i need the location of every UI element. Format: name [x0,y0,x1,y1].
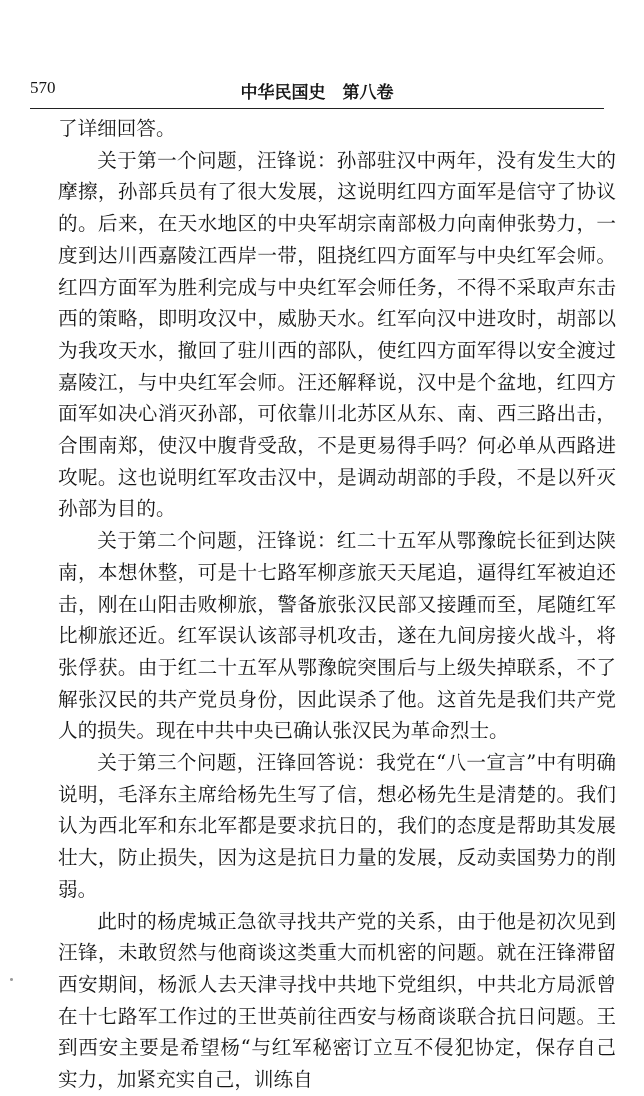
paragraph: 关于第三个问题，汪锋回答说：我党在“八一宣言”中有明确说明，毛泽东主席给杨先生写了信，想必杨先生是清楚的。我们认为西北军和东北军都是要求抗日的，我们的态度是帮助其发展壮大，防止损失，因为这是抗日力量的发展，反动卖国势力的削弱。 [58,751,616,901]
running-title: 中华民国史 第八卷 [240,83,394,103]
page-header [30,72,604,109]
paragraph: 关于第二个问题，汪锋说：红二十五军从鄂豫皖长征到达陕南，本想休整，可是十七路军柳彦旅天天尾追，逼得红军被迫还击，刚在山阳击败柳旅，警备旅张汉民部又接踵而至，尾随红军比柳旅还近。红军误认该部寻机攻击，遂在九间房接火战斗，将张俘获。由于红二十五军从鄂豫皖突围后与上级失掉联系，不了解张汉民的共产党员身份，因此误杀了他。这首先是我们共产党人的损失。现在中共中央已确认张汉民为革命烈士。 [58,529,616,743]
scan-speck [10,978,13,981]
body-text [58,113,616,1096]
page-number: 570 [30,78,56,97]
paragraph-continuation: 了详细回答。 [58,117,176,140]
paragraph: 此时的杨虎城正急欲寻找共产党的关系，由于他是初次见到汪锋，未敢贸然与他商谈这类重大而机密的问题。就在汪锋滞留西安期间，杨派人去天津寻找中共地下党组织，中共北方局派曾在十七路军工作过的王世英前往西安与杨商谈联合抗日问题。王到西安主要是希望杨“与红军秘密订立互不侵犯协定，保存自己实力，加紧充实自己，训练自 [58,909,616,1092]
paragraph: 关于第一个问题，汪锋说：孙部驻汉中两年，没有发生大的摩擦，孙部兵员有了很大发展，这说明红四方面军是信守了协议的。后来，在天水地区的中央军胡宗南部极力向南伸张势力，一度到达川西嘉陵江西岸一带，阻挠红四方面军与中央红军会师。红四方面军为胜利完成与中央红军会师任务，不得不采取声东击西的策略，即明攻汉中，威胁天水。红军向汉中进攻时，胡部以为我攻天水，撤回了驻川西的部队，使红四方面军得以安全渡过嘉陵江，与中央红军会师。汪还解释说，汉中是个盆地，红四方面军如决心消灭孙部，可依靠川北苏区从东、南、西三路出击，合围南郑，使汉中腹背受敌，不是更易得手吗？何必单从西路进攻呢。这也说明红军攻击汉中，是调动胡部的手段，不是以歼灭孙部为目的。 [58,148,616,521]
